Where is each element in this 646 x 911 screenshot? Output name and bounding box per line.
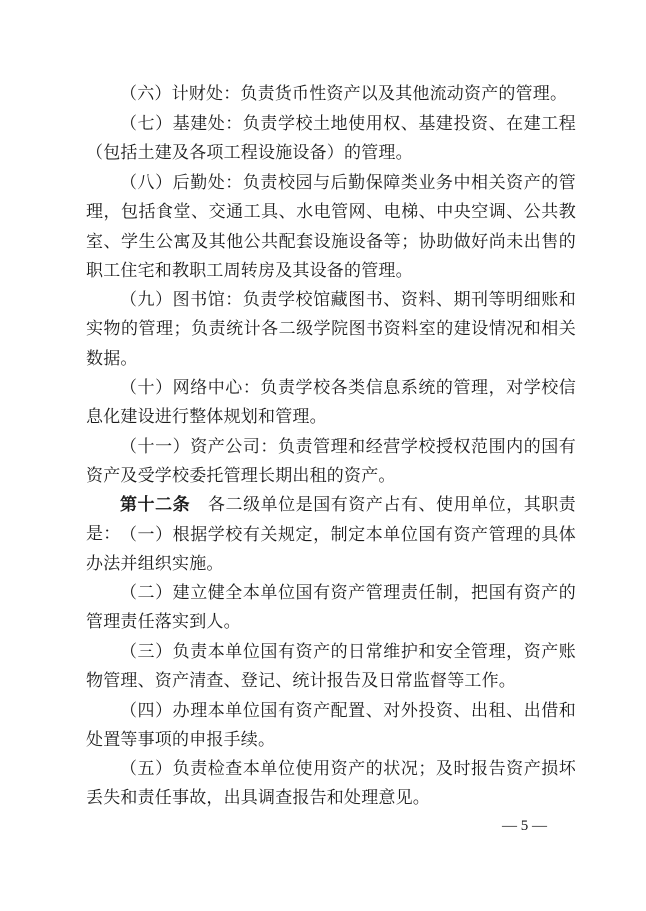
article-number: 第十二条 [120,495,191,515]
duty-item-2: （二）建立健全本单位国有资产管理责任制，把国有资产的管理责任落实到人。 [86,583,576,633]
paragraph-asset-company: （十一）资产公司：负责管理和经营学校授权范围内的国有资产及受学校委托管理长期出租的资产。 [86,437,576,487]
page-number: — 5 — [502,818,547,834]
article-text: 各二级单位是国有资产占有、使用单位，其职责是： [86,495,577,545]
duty-item-5: （五）负责检查本单位使用资产的状况；及时报告资产损坏丢失和责任事故，出具调查报告和处理意见。 [86,759,576,809]
paragraph-finance-office: （六）计财处：负责货币性资产以及其他流动资产的管理。 [120,84,568,104]
duty-item-1: （一）根据学校有关规定，制定本单位国有资产管理的具体办法并组织实施。 [86,525,576,575]
duty-item-3: （三）负责本单位国有资产的日常维护和安全管理，资产账物管理、资产清查、登记、统计报告及日常监督等工作。 [86,642,576,692]
paragraph-library: （九）图书馆：负责学校馆藏图书、资料、期刊等明细账和实物的管理；负责统计各二级学院图书资料室的建设情况和相关数据。 [86,290,576,369]
paragraph-network-center: （十）网络中心：负责学校各类信息系统的管理，对学校信息化建设进行整体规划和管理。 [86,378,576,428]
paragraph-logistics-office: （八）后勤处：负责校园与后勤保障类业务中相关资产的管理，包括食堂、交通工具、水电管网、电梯、中央空调、公共教室、学生公寓及其他公共配套设施设备等；协助做好尚未出售的职工住宅和教职工周转房及其设备的管理。 [86,173,576,281]
paragraph-construction-office: （七）基建处：负责学校土地使用权、基建投资、在建工程（包括土建及各项工程设施设备）的管理。 [86,114,576,164]
duty-item-4: （四）办理本单位国有资产配置、对外投资、出租、出借和处置等事项的申报手续。 [86,701,576,751]
